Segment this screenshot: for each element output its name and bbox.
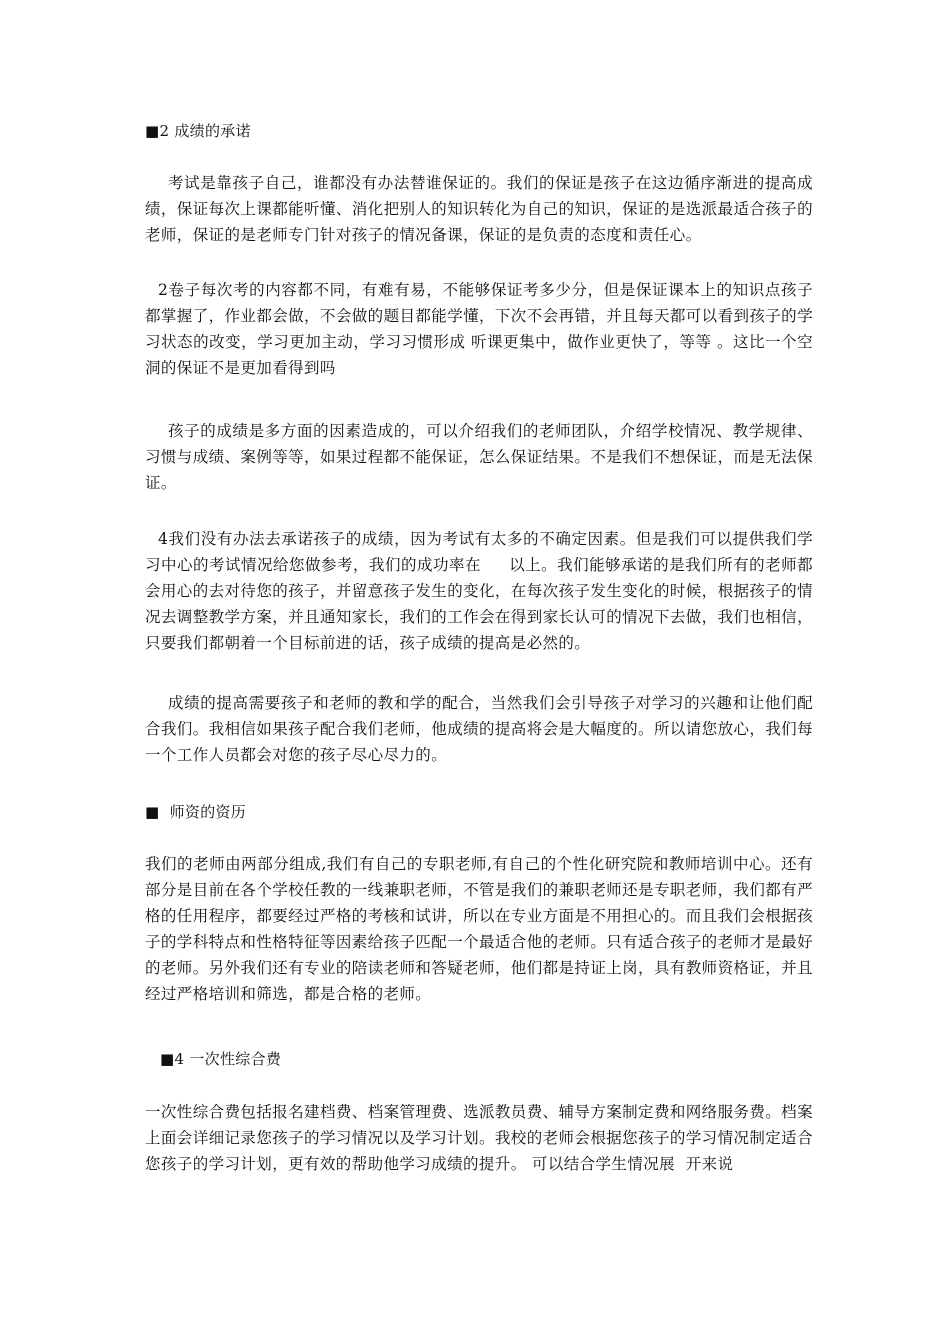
section-heading-commitment: ■2 成绩的承诺 — [145, 122, 251, 140]
paragraph-fee: 一次性综合费包括报名建档费、档案管理费、选派教员费、辅导方案制定费和网络服务费。档案上面会详细记录您孩子的学习情况以及学习计划。我校的老师会根据您孩子的学习情况制定适合您孩子的学习计划，更有效的帮助他学习成绩的提升。 可以结合学生情况展 开来说 — [145, 1103, 813, 1173]
paragraph-exam-guarantee: 考试是靠孩子自己，谁都没有办法替谁保证的。我们的保证是孩子在这边循序渐进的提高成绩，保证每次上课都能听懂、消化把别人的知识转化为自己的知识，保证的是选派最适合孩子的老师，保证的是老师专门针对孩子的情况备课，保证的是负责的态度和责任心。 — [145, 174, 813, 244]
paragraph-grade-factors: 孩子的成绩是多方面的因素造成的，可以介绍我们的老师团队，介绍学校情况、教学规律、习惯与成绩、案例等等，如果过程都不能保证，怎么保证结果。不是我们不想保证，而是无法保证。 — [145, 422, 813, 492]
paragraph-cooperation: 成绩的提高需要孩子和老师的教和学的配合，当然我们会引导孩子对学习的兴趣和让他们配合我们。我相信如果孩子配合我们老师，他成绩的提高将会是大幅度的。所以请您放心，我们每一个工作人员都会对您的孩子尽心尽力的。 — [145, 694, 813, 764]
paragraph-no-promise — [145, 526, 813, 656]
paragraph-no-promise-part2: 以上。我们能够承诺的是我们所有的老师都会用心的去对待您的孩子，并留意孩子发生的变化，在每次孩子发生变化的时候，根据孩子的情况去调整教学方案，并且通知家长，我们的工作会在得到家长认可的情况下去做，我们也相信，只要我们都朝着一个目标前进的话，孩子成绩的提高是必然的。 — [145, 556, 813, 652]
paragraph-no-promise-part1: 4我们没有办法去承诺孩子的成绩，因为考试有太多的不确定因素。但是我们可以提供我们学习中心的考试情况给您做参考，我们的成功率在 — [145, 530, 813, 574]
paragraph-exam-content: 2卷子每次考的内容都不同，有难有易，不能够保证考多少分，但是保证课本上的知识点孩子都掌握了，作业都会做，不会做的题目都能学懂，下次不会再错，并且每天都可以看到孩子的学习状态的改变，学习更加主动，学习习惯形成 听课更集中，做作业更快了，等等 。这比一个空洞的保证不是更加看得到吗 — [145, 281, 813, 377]
paragraph-teachers: 我们的老师由两部分组成,我们有自己的专职老师,有自己的个性化研究院和教师培训中心。还有部分是目前在各个学校任教的一线兼职老师，不管是我们的兼职老师还是专职老师，我们都有严格的任用程序，都要经过严格的考核和试讲，所以在专业方面是不用担心的。而且我们会根据孩子的学科特点和性格特征等因素给孩子匹配一个最适合他的老师。只有适合孩子的老师才是最好的老师。另外我们还有专业的陪读老师和答疑老师，他们都是持证上岗，具有教师资格证，并且经过严格培训和筛选，都是合格的老师。 — [145, 855, 813, 1003]
section-heading-teachers: ■ 师资的资历 — [145, 803, 247, 821]
section-heading-fee: ■4 一次性综合费 — [160, 1050, 282, 1068]
